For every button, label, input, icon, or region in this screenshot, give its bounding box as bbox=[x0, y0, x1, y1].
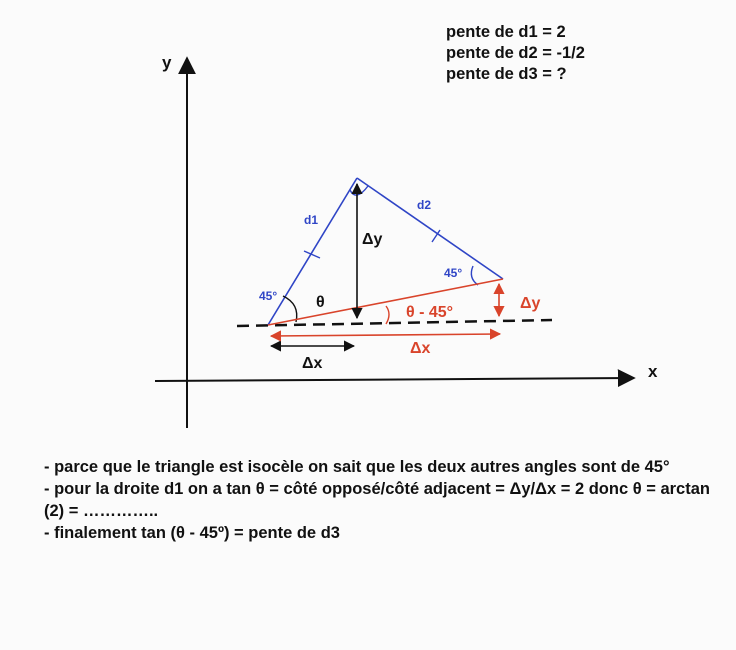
label-d2: d2 bbox=[417, 198, 432, 212]
label-delta-x-red: Δx bbox=[410, 340, 431, 357]
slope-list bbox=[446, 22, 585, 85]
line-d1 bbox=[268, 178, 357, 325]
red-delta-x-arrow bbox=[271, 334, 500, 336]
label-angle-left: 45° bbox=[259, 289, 278, 303]
label-theta-minus-45: θ - 45° bbox=[406, 304, 454, 321]
label-delta-y-red: Δy bbox=[520, 295, 541, 312]
right-45-arc bbox=[471, 266, 478, 285]
x-axis bbox=[155, 378, 634, 381]
horizontal-dashed-line bbox=[237, 320, 552, 326]
x-axis-label: x bbox=[648, 362, 658, 381]
label-angle-right: 45° bbox=[444, 266, 463, 280]
line-d2 bbox=[357, 178, 503, 279]
slope-d1: pente de d1 = 2 bbox=[446, 23, 566, 41]
note-conclusion: - finalement tan (θ - 45º) = pente de d3 bbox=[44, 524, 340, 542]
y-axis-label: y bbox=[162, 53, 172, 72]
note-isosceles: - parce que le triangle est isocèle on sait que les deux autres angles sont de 45° bbox=[44, 458, 670, 476]
label-d1: d1 bbox=[304, 213, 319, 227]
apex-right-angle-mark bbox=[350, 186, 368, 195]
label-delta-x-black: Δx bbox=[302, 355, 323, 372]
label-theta: θ bbox=[316, 294, 325, 311]
note-tan-theta: - pour la droite d1 on a tan θ = côté opposé/côté adjacent = Δy/Δx = 2 donc θ = arctan (2) = ………….. bbox=[44, 480, 715, 520]
label-delta-y-black: Δy bbox=[362, 231, 383, 248]
slope-d2: pente de d2 = -1/2 bbox=[446, 44, 585, 62]
line-d3 bbox=[268, 279, 503, 325]
left-45-arc bbox=[283, 296, 297, 322]
explanation-notes bbox=[44, 456, 724, 544]
slope-d3: pente de d3 = ? bbox=[446, 65, 567, 83]
theta-minus-45-arc bbox=[386, 306, 389, 324]
